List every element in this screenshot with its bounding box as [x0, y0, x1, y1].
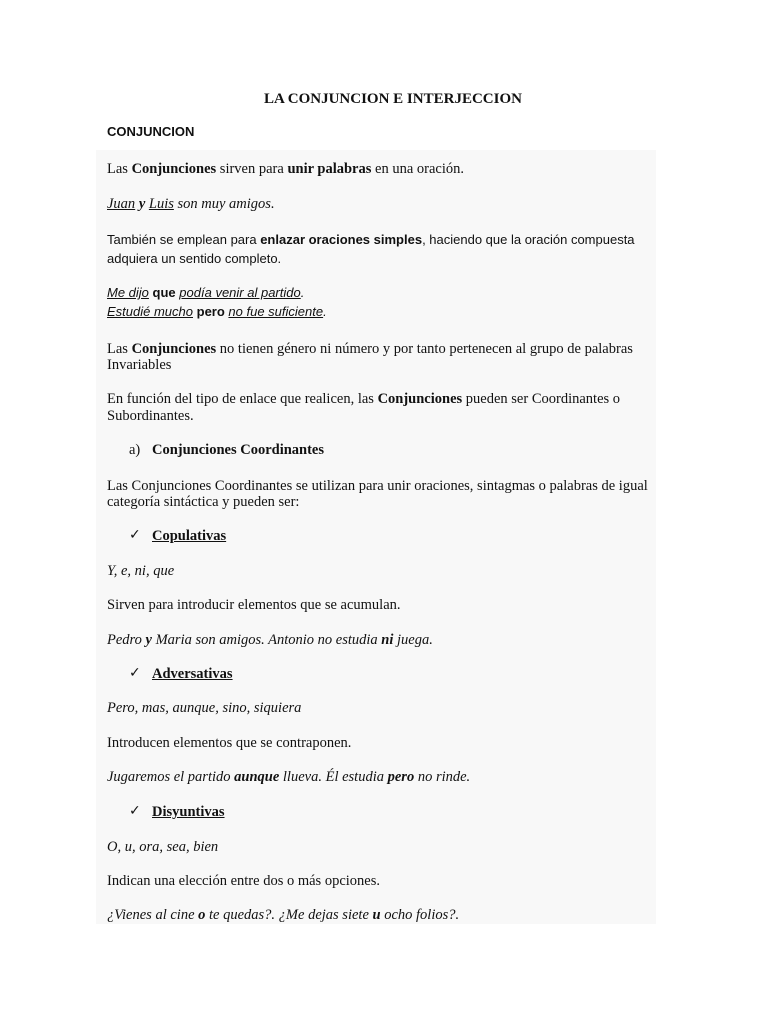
- type-definition: Sirven para introducir elementos que se acumulan.: [107, 597, 401, 613]
- text-segment: ocho folios?.: [380, 907, 460, 923]
- bold-conjunction: u: [372, 907, 381, 923]
- section-heading: CONJUNCION: [107, 124, 195, 139]
- text-segment: pueden ser Coordinantes o: [462, 391, 621, 407]
- bold-term: enlazar oraciones simples: [260, 232, 423, 247]
- text-segment: Las: [107, 341, 132, 357]
- underlined-phrase: no fue suficiente: [228, 304, 324, 319]
- bold-conjunction: pero: [196, 304, 225, 319]
- text-segment: .: [323, 304, 327, 319]
- bold-conjunction: que: [152, 285, 176, 300]
- type-heading: Disyuntivas: [152, 804, 225, 820]
- text-segment: sirven para: [216, 161, 288, 177]
- paragraph-line: [107, 391, 620, 408]
- text-segment: , haciendo que la oración compuesta: [422, 232, 635, 247]
- bold-term: Conjunciones: [377, 391, 463, 407]
- paragraph-line: [107, 232, 635, 247]
- example-sentence: [107, 907, 459, 924]
- text-segment: no tienen género ni número y por tanto pertenecen al grupo de palabras: [216, 341, 633, 357]
- underlined-phrase: Estudié mucho: [107, 304, 193, 319]
- text-segment: te quedas?. ¿Me dejas siete: [205, 907, 373, 923]
- paragraph-line: [107, 341, 633, 358]
- bold-term: Conjunciones: [131, 341, 217, 357]
- type-heading: Adversativas: [152, 666, 233, 682]
- paragraph-line: Las Conjunciones Coordinantes se utilizan para unir oraciones, sintagmas o palabras de igual: [107, 478, 648, 494]
- paragraph-line: adquiera un sentido completo.: [107, 251, 282, 266]
- bold-term: unir palabras: [287, 161, 372, 177]
- bold-conjunction: ni: [381, 632, 394, 648]
- text-segment: juega.: [393, 632, 433, 648]
- text-segment: Maria son amigos. Antonio no estudia: [151, 632, 382, 648]
- type-definition: Introducen elementos que se contraponen.: [107, 735, 352, 751]
- bold-conjunction: o: [198, 907, 206, 923]
- list-marker: a): [129, 442, 141, 458]
- example-sentence: [107, 285, 304, 300]
- checkmark-icon: ✓: [129, 665, 141, 681]
- underlined-word: Luis: [148, 196, 174, 212]
- conjunction-list: O, u, ora, sea, bien: [107, 839, 219, 855]
- text-segment: son muy amigos.: [173, 196, 275, 212]
- text-segment: en una oración.: [371, 161, 464, 177]
- checkmark-icon: ✓: [129, 803, 141, 819]
- bold-conjunction: pero: [387, 769, 415, 785]
- conjunction-list: Y, e, ni, que: [107, 563, 175, 579]
- subsection-heading: Conjunciones Coordinantes: [152, 442, 325, 458]
- text-segment: Las: [107, 161, 132, 177]
- text-segment: no rinde.: [414, 769, 471, 785]
- example-sentence: [107, 304, 327, 319]
- type-heading: Copulativas: [152, 528, 227, 544]
- bold-conjunction: y: [138, 196, 146, 212]
- example-sentence: [107, 632, 433, 649]
- text-segment: Jugaremos el partido: [107, 769, 235, 785]
- underlined-phrase: Me dijo: [107, 285, 149, 300]
- intro-paragraph: [107, 161, 464, 178]
- example-sentence: [107, 769, 470, 786]
- paragraph-line: categoría sintáctica y pueden ser:: [107, 494, 300, 510]
- text-segment: ¿Vienes al cine: [107, 907, 199, 923]
- text-segment: Pedro: [107, 632, 146, 648]
- bold-conjunction: aunque: [234, 769, 280, 785]
- checkmark-icon: ✓: [129, 527, 141, 543]
- text-segment: llueva. Él estudia: [279, 769, 388, 785]
- text-segment: En función del tipo de enlace que realicen, las: [107, 391, 378, 407]
- document-title: LA CONJUNCION E INTERJECCION: [264, 91, 522, 107]
- paragraph-line: Subordinantes.: [107, 408, 194, 424]
- conjunction-list: Pero, mas, aunque, sino, siquiera: [107, 700, 302, 716]
- underlined-phrase: podía venir al partido: [179, 285, 301, 300]
- bold-conjunction: y: [145, 632, 152, 648]
- example-sentence: [107, 196, 275, 213]
- text-segment: También se emplean para: [107, 232, 261, 247]
- text-segment: .: [300, 285, 305, 300]
- bold-term: Conjunciones: [131, 161, 217, 177]
- paragraph-line: Invariables: [107, 357, 172, 373]
- type-definition: Indican una elección entre dos o más opciones.: [107, 873, 380, 889]
- underlined-word: Juan: [107, 196, 136, 212]
